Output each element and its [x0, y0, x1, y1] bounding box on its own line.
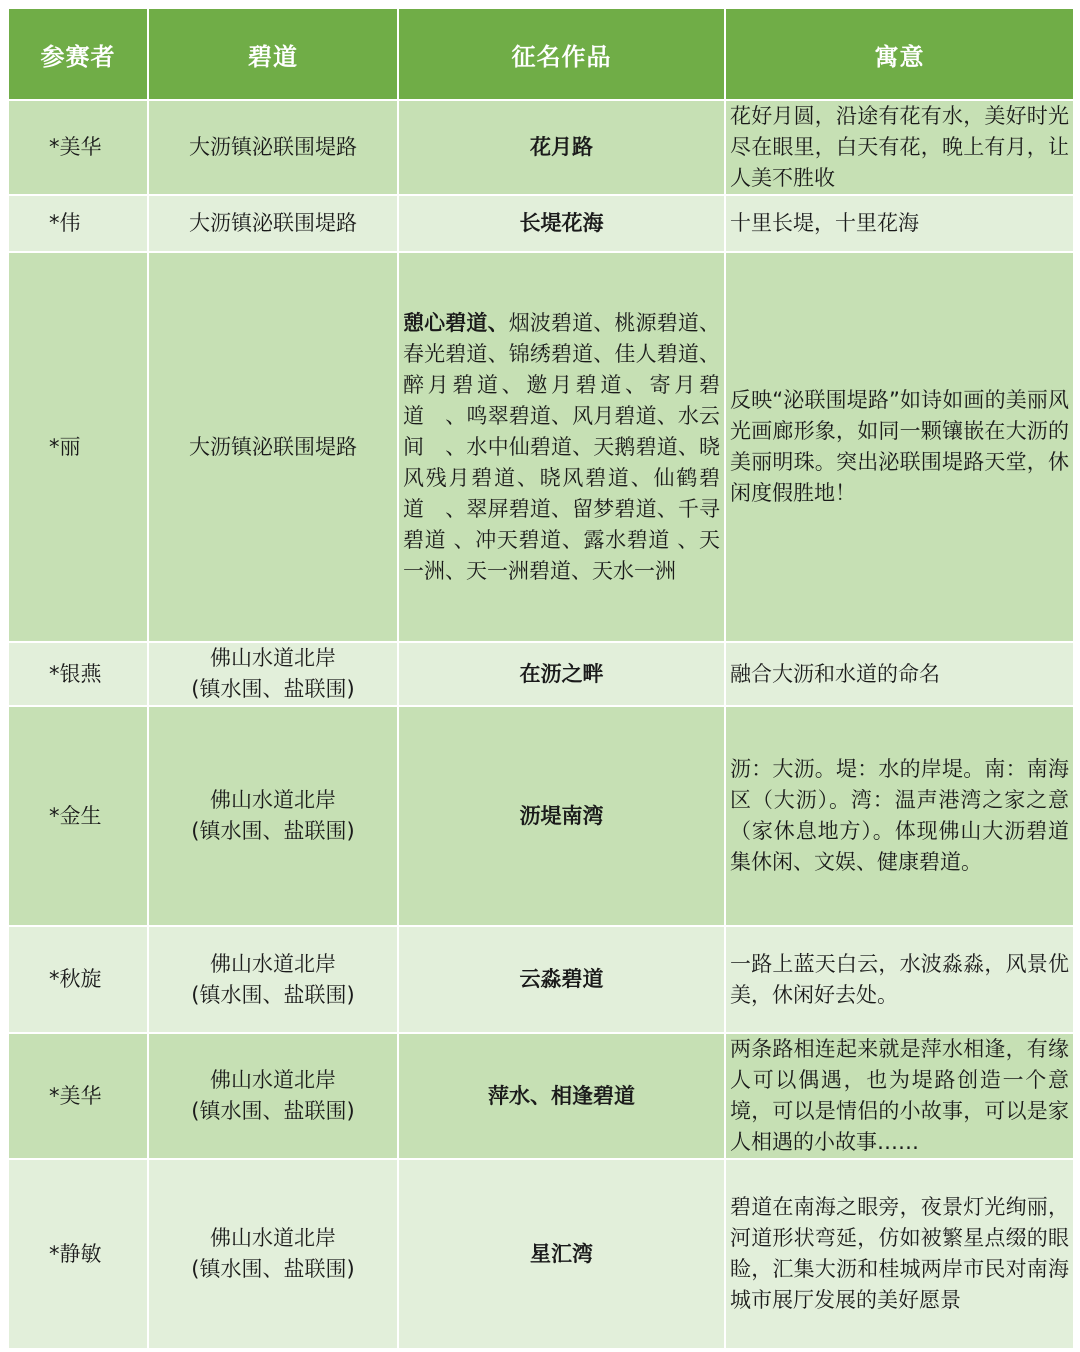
greenway-subline: (镇水围、盐联围): [191, 982, 355, 1007]
greenway-cell: [148, 1159, 398, 1349]
participant-cell: *伟: [8, 195, 148, 252]
meaning-cell: 一路上蓝天白云，水波淼淼，风景优美，休闲好去处。: [725, 926, 1074, 1033]
greenway-cell: 大沥镇泌联围堤路: [148, 195, 398, 252]
table-row: [8, 926, 1074, 1033]
greenway-line: 佛山水道北岸: [210, 951, 336, 976]
greenway-line: 佛山水道北岸: [210, 646, 336, 670]
greenway-line: 佛山水道北岸: [210, 1226, 336, 1250]
entry-cell: 星汇湾: [398, 1159, 725, 1349]
naming-table: [7, 7, 1075, 1350]
greenway-cell: 大沥镇泌联围堤路: [148, 252, 398, 642]
participant-cell: *秋旋: [8, 926, 148, 1033]
meaning-cell: 两条路相连起来就是萍水相逢，有缘人可以偶遇，也为堤路创造一个意境，可以是情侣的小故事，可以是家人相遇的小故事……: [725, 1033, 1074, 1159]
entry-cell: 沥堤南湾: [398, 706, 725, 926]
entry-highlight: 憩心碧道、: [403, 310, 509, 335]
participant-cell: *丽: [8, 252, 148, 642]
greenway-cell: 大沥镇泌联围堤路: [148, 100, 398, 195]
meaning-cell: 花好月圆，沿途有花有水，美好时光尽在眼里，白天有花，晚上有月，让人美不胜收: [725, 100, 1074, 195]
greenway-cell: [148, 706, 398, 926]
meaning-cell: 碧道在南海之眼旁，夜景灯光绚丽，河道形状弯延，仿如被繁星点缀的眼睑，汇集大沥和桂城两岸市民对南海城市展厅发展的美好愿景: [725, 1159, 1074, 1349]
greenway-subline: (镇水围、盐联围): [191, 1257, 355, 1281]
header-greenway: 碧道: [148, 8, 398, 100]
entry-list: 烟波碧道、桃源碧道、春光碧道、锦绣碧道、佳人碧道、醉月碧道、邀月碧道、寄月碧道 、鸣翠碧道、风月碧道、水云间 、水中仙碧道、天鹅碧道、晓风残月碧道、晓风碧道、仙鹤碧道 、翠屏碧道、留梦碧道、千寻碧道 、冲天碧道、露水碧道 、天一洲、天一洲碧道、天水一洲: [403, 310, 721, 583]
participant-cell: *静敏: [8, 1159, 148, 1349]
participant-cell: *银燕: [8, 642, 148, 706]
table-row: [8, 1033, 1074, 1159]
greenway-subline: (镇水围、盐联围): [191, 819, 355, 843]
table-row: [8, 195, 1074, 252]
participant-cell: *金生: [8, 706, 148, 926]
entry-cell: [398, 252, 725, 642]
greenway-subline: (镇水围、盐联围): [191, 677, 355, 701]
table-row: [8, 252, 1074, 642]
entry-cell: 在沥之畔: [398, 642, 725, 706]
meaning-cell: 融合大沥和水道的命名: [725, 642, 1074, 706]
table-row: [8, 100, 1074, 195]
table-row: [8, 1159, 1074, 1349]
header-meaning: 寓意: [725, 8, 1074, 100]
greenway-subline: (镇水围、盐联围): [191, 1099, 355, 1123]
header-row: [8, 8, 1074, 100]
greenway-line: 佛山水道北岸: [210, 1068, 336, 1092]
entry-cell: 花月路: [398, 100, 725, 195]
entry-cell: 长堤花海: [398, 195, 725, 252]
greenway-cell: [148, 642, 398, 706]
meaning-cell: 反映“泌联围堤路”如诗如画的美丽风光画廊形象，如同一颗镶嵌在大沥的美丽明珠。突出泌联围堤路天堂，休闲度假胜地！: [725, 252, 1074, 642]
entry-cell: 萍水、相逢碧道: [398, 1033, 725, 1159]
entry-cell: 云淼碧道: [398, 926, 725, 1033]
header-participant: 参赛者: [8, 8, 148, 100]
table-row: [8, 706, 1074, 926]
header-entry: 征名作品: [398, 8, 725, 100]
greenway-line: 佛山水道北岸: [210, 788, 336, 812]
meaning-cell: 十里长堤，十里花海: [725, 195, 1074, 252]
meaning-cell: 沥：大沥。堤：水的岸堤。南：南海区（大沥）。湾：温声港湾之家之意（家休息地方）。体现佛山大沥碧道集休闲、文娱、健康碧道。: [725, 706, 1074, 926]
greenway-cell: [148, 1033, 398, 1159]
greenway-cell: [148, 926, 398, 1033]
table-row: [8, 642, 1074, 706]
participant-cell: *美华: [8, 1033, 148, 1159]
participant-cell: *美华: [8, 100, 148, 195]
